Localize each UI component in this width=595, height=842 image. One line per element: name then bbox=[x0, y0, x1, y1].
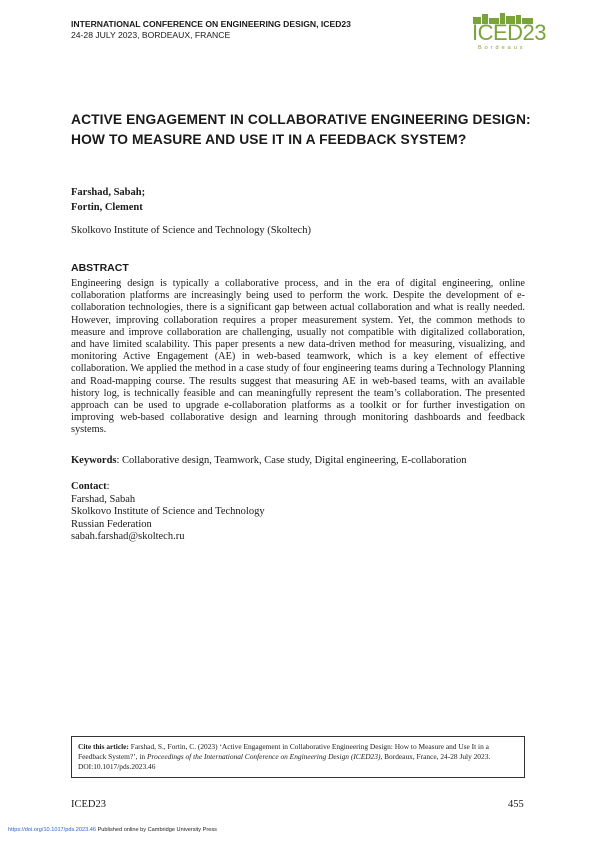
contact-country: Russian Federation bbox=[71, 518, 152, 530]
contact-institution: Skolkovo Institute of Science and Technology bbox=[71, 506, 265, 518]
abstract-text: Engineering design is typically a collaborative process, and in the era of digital engineering, online collaboration platforms are increasingly being used to perform the work. Despite the development of e-collaboration technologies, there is a significant gap between actual collaboration and what is really needed. However, improving collaboration requires a proper measurement system. Yet, the common methods to measure and improve collaboration are challenging, usually not compatible with digitalized collaboration, and have limited scalability. This paper presents a new data-driven method for measuring, visualizing, and monitoring Active Engagement (AE) in web-based teamwork, which is a key element of effective collaboration. We applied the method in a case study of four engineering teams during a Technology Planning and Road-mapping course. The results suggest that measuring AE in web-based teams, with an available history log, is technically feasible and can meaningfully represent the team’s collaboration. The presented approach can be used to upgrade e-collaboration platforms as a toolkit or for further investigation on improving web-based collaborative design and learning through monitoring dashboards and feedback systems. bbox=[71, 278, 525, 436]
contact-name: Farshad, Sabah bbox=[71, 493, 136, 505]
citation-text: Farshad, S., Fortin, C. (2023) ‘Active Engagement in Collaborative Engineering Design: How to Measure and Use It in a Feedback System?’, in bbox=[78, 742, 489, 761]
conference-name: INTERNATIONAL CONFERENCE ON ENGINEERING DESIGN, ICED23 bbox=[71, 19, 351, 29]
keywords-text: : Collaborative design, Teamwork, Case study, Digital engineering, E-collaboration bbox=[116, 455, 467, 466]
contact-label: Contact bbox=[71, 481, 107, 492]
doi-link[interactable]: https://doi.org/10.1017/pds.2023.46 bbox=[8, 827, 97, 833]
paper-title: ACTIVE ENGAGEMENT IN COLLABORATIVE ENGINEERING DESIGN: HOW TO MEASURE AND USE IT IN A FEEDBACK SYSTEM? bbox=[71, 112, 531, 147]
contact-email[interactable]: sabah.farshad@skoltech.ru bbox=[71, 531, 185, 543]
citation-label: Cite this article: bbox=[78, 742, 129, 751]
abstract-heading: ABSTRACT bbox=[71, 262, 129, 274]
author-1: Farshad, Sabah; bbox=[71, 187, 146, 198]
logo-subtext: Bordeaux bbox=[478, 45, 526, 51]
citation-box bbox=[71, 736, 525, 778]
author-2: Fortin, Clement bbox=[71, 202, 143, 213]
keywords-label: Keywords bbox=[71, 455, 117, 466]
conference-dates: 24-28 JULY 2023, BORDEAUX, FRANCE bbox=[71, 30, 231, 40]
citation-doi: , Bordeaux, France, 24-28 July 2023. DOI:10.1017/pds.2023.46 bbox=[78, 752, 491, 771]
citation-proceedings: Proceedings of the International Conference on Engineering Design (ICED23) bbox=[146, 752, 381, 761]
contact-block bbox=[71, 481, 265, 544]
author-list bbox=[71, 185, 145, 215]
conference-header bbox=[71, 19, 351, 41]
page-number: 455 bbox=[508, 799, 524, 810]
logo-text: ICED23 bbox=[472, 20, 547, 45]
published-note: Published online by Cambridge University Press bbox=[96, 827, 217, 833]
contact-colon: : bbox=[106, 481, 110, 492]
iced23-logo bbox=[470, 8, 547, 52]
keywords bbox=[71, 455, 467, 466]
footer-conference: ICED23 bbox=[71, 799, 106, 810]
affiliation: Skolkovo Institute of Science and Technology (Skoltech) bbox=[71, 225, 311, 236]
doi-footer bbox=[8, 827, 217, 833]
